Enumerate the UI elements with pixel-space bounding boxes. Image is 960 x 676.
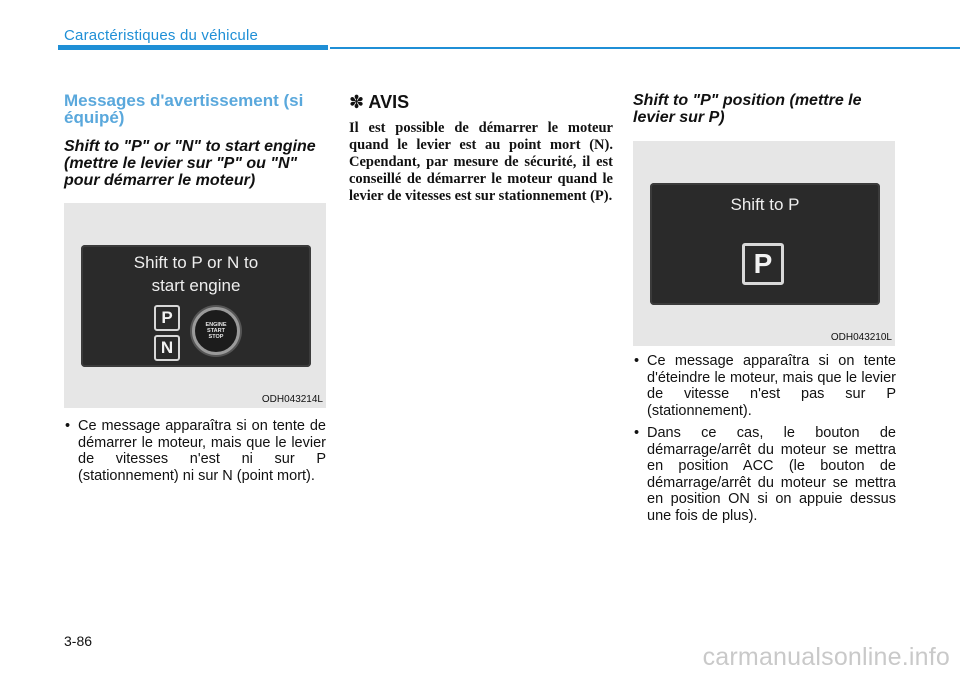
cluster-display: [81, 245, 311, 367]
gear-n-indicator: N: [154, 335, 180, 361]
figure-shift-to-p: [633, 141, 895, 346]
notice-title: ✽ AVIS: [349, 92, 410, 112]
column-warning-messages: [64, 92, 326, 490]
section-title: Messages d'avertissement (si équipé): [64, 91, 304, 127]
bullet-item: • Ce message apparaîtra si on tente d'éteindre le moteur, mais que le levier de vitesse n'est pas sur P (stationnement).: [633, 353, 896, 419]
display-message-line2: start engine: [151, 276, 241, 295]
section-header-title: Caractéristiques du véhicule: [64, 27, 259, 44]
button-text-engine: ENGINE: [205, 322, 227, 328]
display-message-line1: Shift to P or N to: [133, 253, 259, 272]
column-notice: [349, 92, 613, 205]
figure-shift-p-or-n: [64, 203, 326, 408]
cluster-display: [650, 183, 880, 305]
button-text-start: START: [207, 328, 225, 334]
bullet-item: • Ce message apparaîtra si on tente de démarrer le moteur, mais que le levier de vitesses n'est ni sur P (stationnement) ni sur N (point mort).: [64, 418, 326, 484]
display-message: Shift to P: [730, 195, 800, 214]
engine-start-stop-button-icon: [192, 307, 240, 355]
bullet-list: [64, 418, 326, 484]
subsection-title-shift-to-p: Shift to "P" position (mettre le levier sur P): [633, 92, 862, 126]
header-accent-bar: [58, 45, 328, 50]
page-number: 3-86: [64, 633, 93, 649]
watermark: carmanualsonline.info: [702, 643, 950, 671]
gear-p-indicator: P: [742, 243, 784, 285]
figure-code: ODH043210L: [830, 332, 892, 343]
bullet-list: [633, 353, 896, 524]
notice-body: Il est possible de démarrer le moteur quand le levier est au point mort (N). Cependant, par mesure de sécurité, il est conseillé de démarrer le moteur quand le levier de vitesses est sur stationnement (P).: [349, 120, 613, 204]
bullet-item: • Dans ce cas, le bouton de démarrage/arrêt du moteur se mettra en position ACC (le bouton de démarrage/arrêt du moteur se mettra en position ON si on appuie dessus une fois de plus).: [633, 425, 896, 524]
figure-code: ODH043214L: [261, 394, 323, 405]
gear-p-indicator: P: [154, 305, 180, 331]
column-shift-to-p: [633, 92, 896, 530]
button-text-stop: STOP: [208, 334, 224, 340]
subsection-title-shift-p-or-n: Shift to "P" or "N" to start engine (mettre le levier sur "P" ou "N" pour démarrer le moteur): [64, 138, 316, 189]
header-rule: [330, 47, 960, 49]
